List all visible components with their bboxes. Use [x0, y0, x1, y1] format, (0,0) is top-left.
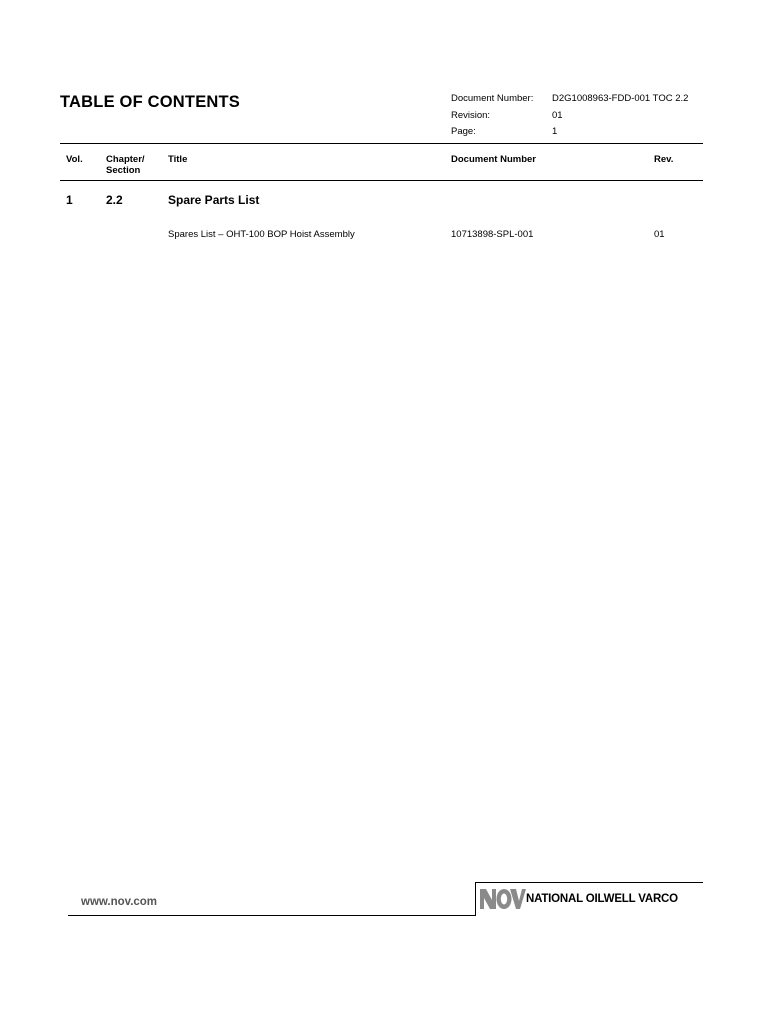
document-number-value: D2G1008963-FDD-001 TOC 2.2	[552, 93, 689, 104]
entry-document-number: 10713898-SPL-001	[451, 229, 534, 240]
document-number-label: Document Number:	[451, 93, 534, 104]
footer-rule-top	[475, 882, 703, 883]
footer-rule-vertical	[475, 882, 476, 916]
section-chapter: 2.2	[106, 193, 123, 207]
column-header-chapter	[106, 154, 145, 176]
revision-value: 01	[552, 110, 563, 121]
logo-text: NATIONAL OILWELL VARCO	[526, 893, 678, 905]
table-header-rule	[60, 180, 703, 181]
column-header-title: Title	[168, 154, 188, 165]
page-value: 1	[552, 126, 558, 137]
entry-title: Spares List – OHT-100 BOP Hoist Assembly	[168, 229, 355, 240]
header-rule	[60, 143, 703, 144]
section-title: Spare Parts List	[168, 193, 260, 207]
column-header-chapter-line2: Section	[106, 165, 141, 176]
page-label: Page:	[451, 126, 476, 137]
column-header-vol: Vol.	[66, 154, 83, 165]
entry-rev: 01	[654, 229, 665, 240]
company-logo	[480, 886, 705, 912]
column-header-document-number: Document Number	[451, 154, 536, 165]
page-title: TABLE OF CONTENTS	[60, 93, 241, 111]
footer-url: www.nov.com	[81, 896, 158, 908]
nov-logo-icon	[480, 887, 526, 911]
column-header-chapter-line1: Chapter/	[106, 154, 145, 165]
footer-rule-left	[68, 915, 476, 916]
revision-label: Revision:	[451, 110, 491, 121]
column-header-rev: Rev.	[654, 154, 674, 165]
section-vol: 1	[66, 193, 73, 207]
